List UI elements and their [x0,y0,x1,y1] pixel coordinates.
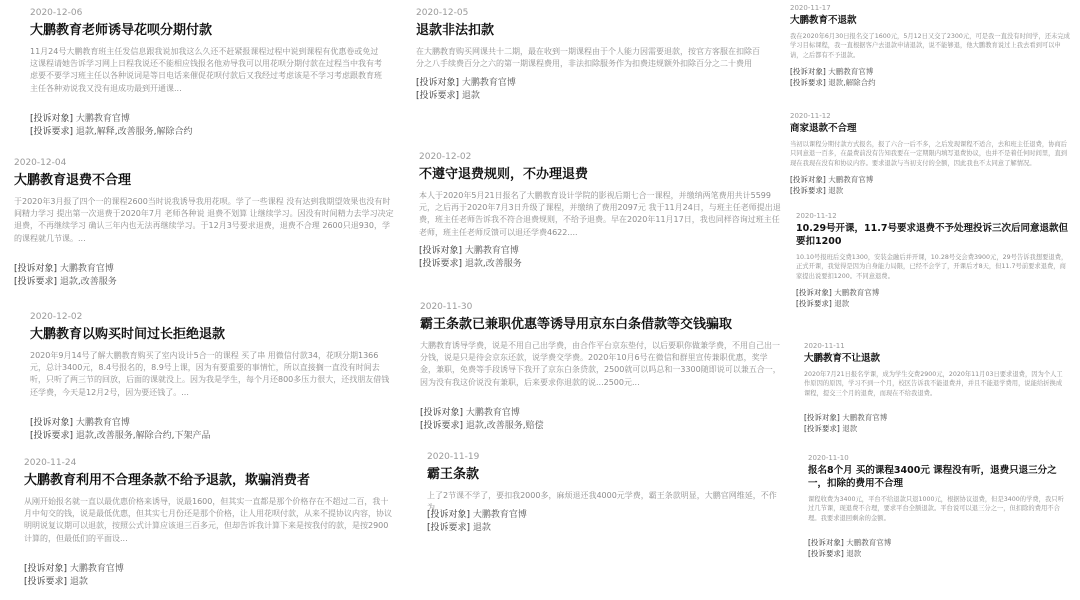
complaint-title[interactable]: 退款非法扣款 [416,23,495,38]
complaint-request [24,576,392,590]
target-label: [投诉对象] [808,537,844,547]
complaint-summary: 在大鹏教育购买网课共十二期，最在收到一期课程由于个人能力因需要退款，按官方客服在扣除百分之八手续费百分之六的第一期课程费用，非法扣除服务作为扣费违规额外扣除百分之二十费用 [416,46,760,68]
request-label: [投诉要求] [416,91,460,102]
complaint-summary: 本人于2020年5月21日报名了大鹏教育设计学院的影视后期七合一课程，并缴纳两笔费用共计5599元，之后再于2020年7月3日升级了课程，并缴纳了费用2097元 我于11月24日，与班主任老师提出退费，班主任老师告诉我不符合退费规则，不给予退费。早在2020年11月17日，我也同样咨询过班主任老师，班主任老师反馈可以退还学费4622.... [419,190,781,237]
complaint-card [30,8,385,140]
complaint-date: 2020-11-19 [427,452,480,462]
complaint-summary: 10.10号报班后交费1300，安装金融后并开课，10.28号交会费3900元，29号告诉我想要退费，正式开课，我觉得是因为自身能力局限，已经不会学了，开课后才8天，但11.7号前要求退费，商家提出说要扣1200。不同意退费。 [796,253,1068,280]
complaint-title[interactable]: 不遵守退费规则，不办理退费 [419,167,589,182]
complaint-request [804,424,1068,435]
complaint-summary: 2020年7月21日报名学课，成为学生交费2900元，2020年11月03日要求退费，因为个人工作原因的原因，学习不到一个月，校区告诉我不能退费并，并且不能退学费用，说能给折换成课程，提交三个月的退费，而现在不给我退费。 [804,370,1063,397]
request-value: 退款 [846,548,862,558]
request-value: 退款,解释,改善服务,解除合约 [75,127,193,138]
complaint-card [14,158,394,290]
complaint-date: 2020-11-10 [808,454,849,462]
complaint-title[interactable]: 霸王条款 [427,467,480,482]
target-label: [投诉对象] [790,174,826,184]
complaint-card [24,458,392,590]
request-value: 退款 [461,91,480,102]
complaint-date: 2020-11-17 [790,4,831,12]
complaint-summary: 上了2节课不学了，要扣我2000多，麻烦退还我4000元学费，霸王条款明显，大鹏官网维延，不作为 [427,490,777,512]
complaint-date: 2020-12-04 [14,158,67,168]
complaint-date: 2020-11-24 [24,458,77,468]
request-label: [投诉要求] [790,185,826,195]
complaint-target [790,67,1070,78]
complaint-request [790,186,1070,197]
complaint-target [427,509,782,523]
request-label: [投诉要求] [30,127,74,138]
complaint-request [30,430,390,444]
target-value[interactable]: 大鹏教育官博 [69,563,124,574]
target-label: [投诉对象] [796,287,832,297]
complaint-card [416,8,766,104]
complaint-title[interactable]: 霸王条款已兼职优惠等诱导用京东白条借款等交钱骗取 [420,317,733,332]
request-label: [投诉要求] [419,259,463,270]
target-value[interactable]: 大鹏教育官博 [472,509,527,520]
complaint-summary: 从刚开始报名就一直以最优惠价格来诱导，说最1600，但其实一直都是那个价格存在不超过二百，我十月中旬交的钱，说是最低优惠，但其实七月份还是那个价格，让人用花呗付款，从来不提协议内容，协议明明说复议期可以退款，按照公式计算应该退三百多元，但却告诉我计算下来是按我付的款，是按2900计算的，但最低们的平面设... [24,496,392,543]
request-value: 退款 [69,577,88,588]
request-label: [投诉要求] [427,523,471,534]
complaint-card [790,4,1070,89]
complaint-title[interactable]: 大鹏教育退费不合理 [14,173,132,188]
complaint-date: 2020-11-11 [804,342,845,350]
request-value: 退款,解除合约 [828,77,876,87]
complaint-request [790,78,1070,89]
complaint-summary: 我在2020年6月30日报名交了1600元，5月12日又交了2300元，可是我一直没有时间学，还未完成学习目标课程，我一直根据客户去退款申请退款，说不能够退，他大鹏教育说过上我去看到可以申请，之后都有不予退款。 [790,32,1070,59]
complaint-target [30,113,385,127]
complaint-date: 2020-12-05 [416,8,469,18]
complaint-target [808,538,1070,549]
target-label: [投诉对象] [416,77,460,88]
complaint-card [808,454,1070,559]
target-value[interactable]: 大鹏教育官博 [75,417,130,428]
request-value: 退款 [472,523,491,534]
complaint-request [416,90,766,104]
complaint-summary: 11月24号大鹏教育班主任发信息跟我说加我这么久还不赶紧报课程过程中说到课程有优惠卷或免过这课程请她告诉学习网上日程我说还不能相应钱报名他劝导我可以用花呗分期付款在过程当中我有考虑要不要学习班主任以各种说词是等日电话来催促花呗付款后又我经过考虑该是不学习考虑跟教育班主任各种劝说我又没有退成功最到开通课... [30,46,382,93]
complaint-title[interactable]: 大鹏教育以购买时间过长拒绝退款 [30,327,226,342]
target-label: [投诉对象] [30,417,74,428]
target-value[interactable]: 大鹏教育官博 [828,174,874,184]
target-value[interactable]: 大鹏教育官博 [842,412,888,422]
complaint-card [427,452,782,536]
complaint-target [30,417,390,431]
request-label: [投诉要求] [808,548,844,558]
complaint-title[interactable]: 大鹏教育老师诱导花呗分期付款 [30,23,213,38]
complaint-request [427,522,782,536]
complaint-date: 2020-12-06 [30,8,83,18]
complaint-date: 2020-12-02 [419,152,472,162]
request-value: 退款 [842,423,858,433]
complaint-card [419,152,781,272]
target-label: [投诉对象] [427,509,471,520]
complaint-request [420,420,782,434]
request-value: 退款 [834,298,850,308]
request-value: 退款,改善服务 [59,277,117,288]
request-value: 退款,改善服务,解除合约,下架产品 [75,431,211,442]
complaint-title[interactable]: 大鹏教育不退款 [790,15,857,26]
complaint-card [804,342,1068,435]
complaint-target [416,77,766,91]
target-value[interactable]: 大鹏教育官博 [846,537,892,547]
complaint-target [14,263,394,277]
complaint-target [420,407,782,421]
target-label: [投诉对象] [14,263,58,274]
request-label: [投诉要求] [14,277,58,288]
request-label: [投诉要求] [790,77,826,87]
complaint-request [30,126,385,140]
complaint-request [419,258,781,272]
target-label: [投诉对象] [420,407,464,418]
request-label: [投诉要求] [796,298,832,308]
target-value[interactable]: 大鹏教育官博 [461,77,516,88]
target-value[interactable]: 大鹏教育官博 [75,113,130,124]
complaint-target [804,413,1068,424]
complaint-date: 2020-12-02 [30,312,83,322]
complaint-title[interactable]: 大鹏教育利用不合理条款不给予退款，欺骗消费者 [24,473,311,488]
target-label: [投诉对象] [419,245,463,256]
target-label: [投诉对象] [790,66,826,76]
complaint-summary: 于2020年3月报了四个一的课程2600当时说我诱导我用花呗。学了一些课程 没有达到我期望效果也没有时间精力学习 提出第一次退费于2020年7月 老师各种说 退费不划算 让继续学习。因没有时间精力去学习决定退费，不再继续学习 确认三年内也无法再继续学习。于12月3号要求退费，退费不合理 2600只退930，学的课程就几节课。... [14,196,394,243]
target-label: [投诉对象] [804,412,840,422]
complaint-date: 2020-11-12 [796,212,837,220]
complaint-request [796,299,1068,310]
complaint-date: 2020-11-12 [790,112,831,120]
complaint-card [796,212,1068,309]
target-value[interactable]: 大鹏教育官博 [59,263,114,274]
complaint-summary: 大鹏教育诱导学费，说是不用自己出学费，由合作平台京东垫付，以后要职你做兼学费，不用自己出一分钱，说是只是待会京东还款，说学费交学费。2020年10月6号在微信和群里宣传兼职优惠，奖学金，兼职，免费等手段诱导下我开了京东白条贷款，2500就可以吗总和一3300随即说可以兼五合一，因为没有我这价说没有兼职，后来要求你退款的说...2500元... [420,340,781,387]
complaint-request [808,549,1070,560]
complaint-target [790,175,1070,186]
request-label: [投诉要求] [420,421,464,432]
complaint-card [420,302,782,434]
complaint-title[interactable]: 大鹏教育不让退款 [804,353,881,364]
complaint-title[interactable]: 商家退款不合理 [790,123,857,134]
complaint-target [796,288,1068,299]
request-label: [投诉要求] [24,577,68,588]
target-value[interactable]: 大鹏教育官博 [464,245,519,256]
complaint-card [30,312,390,444]
request-value: 退款,改善服务,赔偿 [465,421,544,432]
complaint-date: 2020-11-30 [420,302,473,312]
complaint-title[interactable]: 10.29号开课，11.7号要求退费不予处理投诉三次后同意退款但要扣1200 [796,223,1068,247]
complaint-target [24,563,392,577]
complaint-summary: 2020年9月14号了解大鹏教育购买了室内设计5合一的课程 买了串 用微信付款34，花呗分期1366元，总计3400元，8.4号报名的，8.9号上课，因为有要重要的事情忙，所以直接搁一直没有时间去听，只听了两三节的回放，后面的课就没上。因为我是学生，每个月还800多压力很大，还找朋友借钱还学费，今天是12月2号，因为要还钱了。... [30,350,390,397]
complaint-request [14,276,394,290]
target-label: [投诉对象] [24,563,68,574]
complaint-summary: 课程收费为3400元，平台不给退款只退1000元，根据协议退费，但是3400的学费，我只听过几节课，现退费不合理，要求平台全额退款。平台说可以退三分之一，但扣除的费用不合理。我要求退回剩余的金额。 [808,495,1064,522]
complaint-summary: 当初以课程分期付款方式报名，报了六合一后不多，之后发现课程不适合，去和班主任退费，协商后只同意退一百多，在最费前没有告知我要在一定期限内填写退费协议，也并不是着任何时间里，直到现在我现在没有和协议内容。要求退款与当初支付的全额，因此我也不太同意了解情况。 [790,140,1068,167]
target-label: [投诉对象] [30,113,74,124]
complaint-target [419,245,781,259]
complaint-card [790,112,1070,197]
target-value[interactable]: 大鹏教育官博 [834,287,880,297]
target-value[interactable]: 大鹏教育官博 [465,407,520,418]
complaint-title[interactable]: 报名8个月 买的课程3400元 课程没有听，退费只退三分之一，扣除的费用不合理 [808,465,1057,489]
request-label: [投诉要求] [804,423,840,433]
request-value: 退款,改善服务 [464,259,522,270]
target-value[interactable]: 大鹏教育官博 [828,66,874,76]
request-value: 退款 [828,185,844,195]
request-label: [投诉要求] [30,431,74,442]
